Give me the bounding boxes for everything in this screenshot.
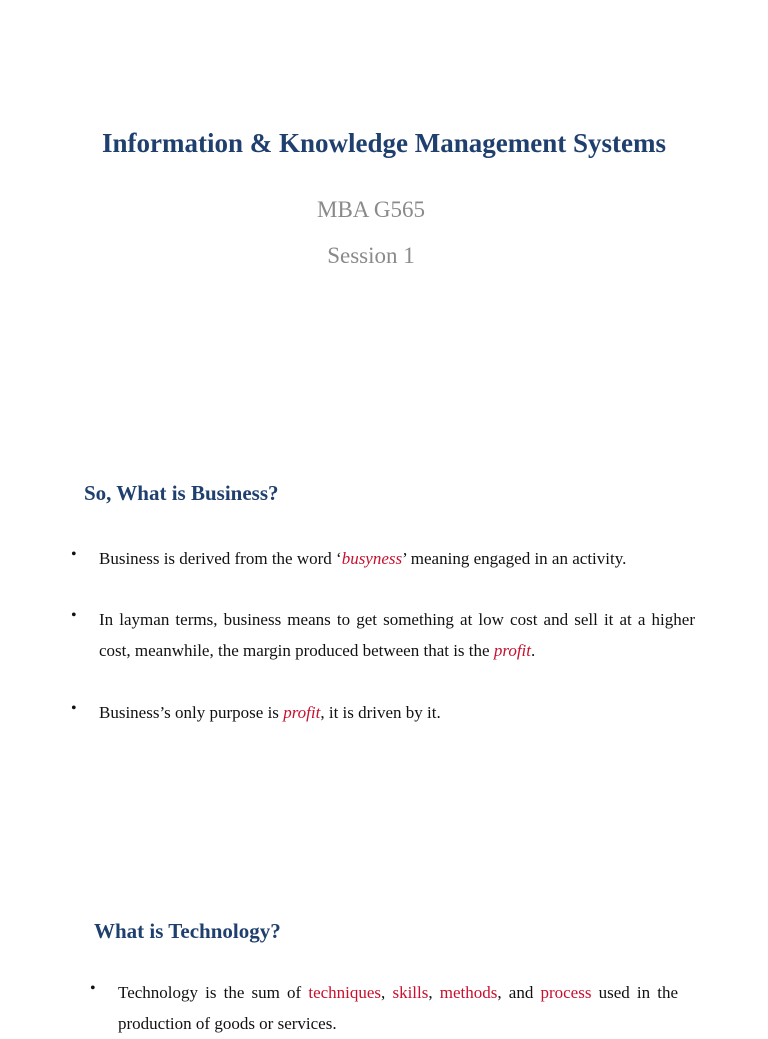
bullet-text: Business’s only purpose is bbox=[99, 703, 284, 722]
bullet-text: , it is driven by it. bbox=[320, 703, 441, 722]
technology-heading: What is Technology? bbox=[94, 919, 281, 943]
business-bullet-1 bbox=[71, 543, 695, 574]
term-techniques: techniques bbox=[308, 983, 382, 1002]
term-process: process bbox=[540, 983, 592, 1002]
bullet-text: Business is derived from the word ‘ bbox=[99, 549, 342, 568]
bullet-highlight: profit bbox=[493, 641, 531, 660]
term-skills: skills bbox=[392, 983, 429, 1002]
bullet-highlight: profit bbox=[283, 703, 321, 722]
bullet-dot-icon: • bbox=[71, 546, 77, 563]
session-label: Session 1 bbox=[327, 243, 415, 268]
bullet-text: ’ meaning engaged in an activity. bbox=[402, 549, 627, 568]
course-code: MBA G565 bbox=[317, 197, 425, 222]
bullet-dot-icon: • bbox=[90, 980, 96, 997]
document-title: Information & Knowledge Management Systems bbox=[102, 128, 666, 158]
technology-bullet bbox=[90, 977, 679, 1039]
bullet-dot-icon: • bbox=[71, 607, 77, 624]
bullet-separator: , and bbox=[497, 983, 541, 1002]
bullet-text: In layman terms, business means to get something at low cost and sell it at a higher cost, meanwhile, the margin produced between that is the bbox=[99, 610, 695, 660]
bullet-dot-icon: • bbox=[71, 700, 77, 717]
bullet-text: used in the production of goods or services. bbox=[118, 983, 679, 1033]
term-methods: methods bbox=[439, 983, 498, 1002]
bullet-text: . bbox=[530, 641, 536, 660]
business-heading: So, What is Business? bbox=[84, 481, 279, 505]
business-bullet-3 bbox=[71, 697, 695, 728]
bullet-separator: , bbox=[381, 983, 393, 1002]
bullet-separator: , bbox=[428, 983, 440, 1002]
bullet-highlight: busyness bbox=[341, 549, 403, 568]
bullet-text: Technology is the sum of bbox=[118, 983, 309, 1002]
business-bullet-2 bbox=[71, 604, 695, 666]
